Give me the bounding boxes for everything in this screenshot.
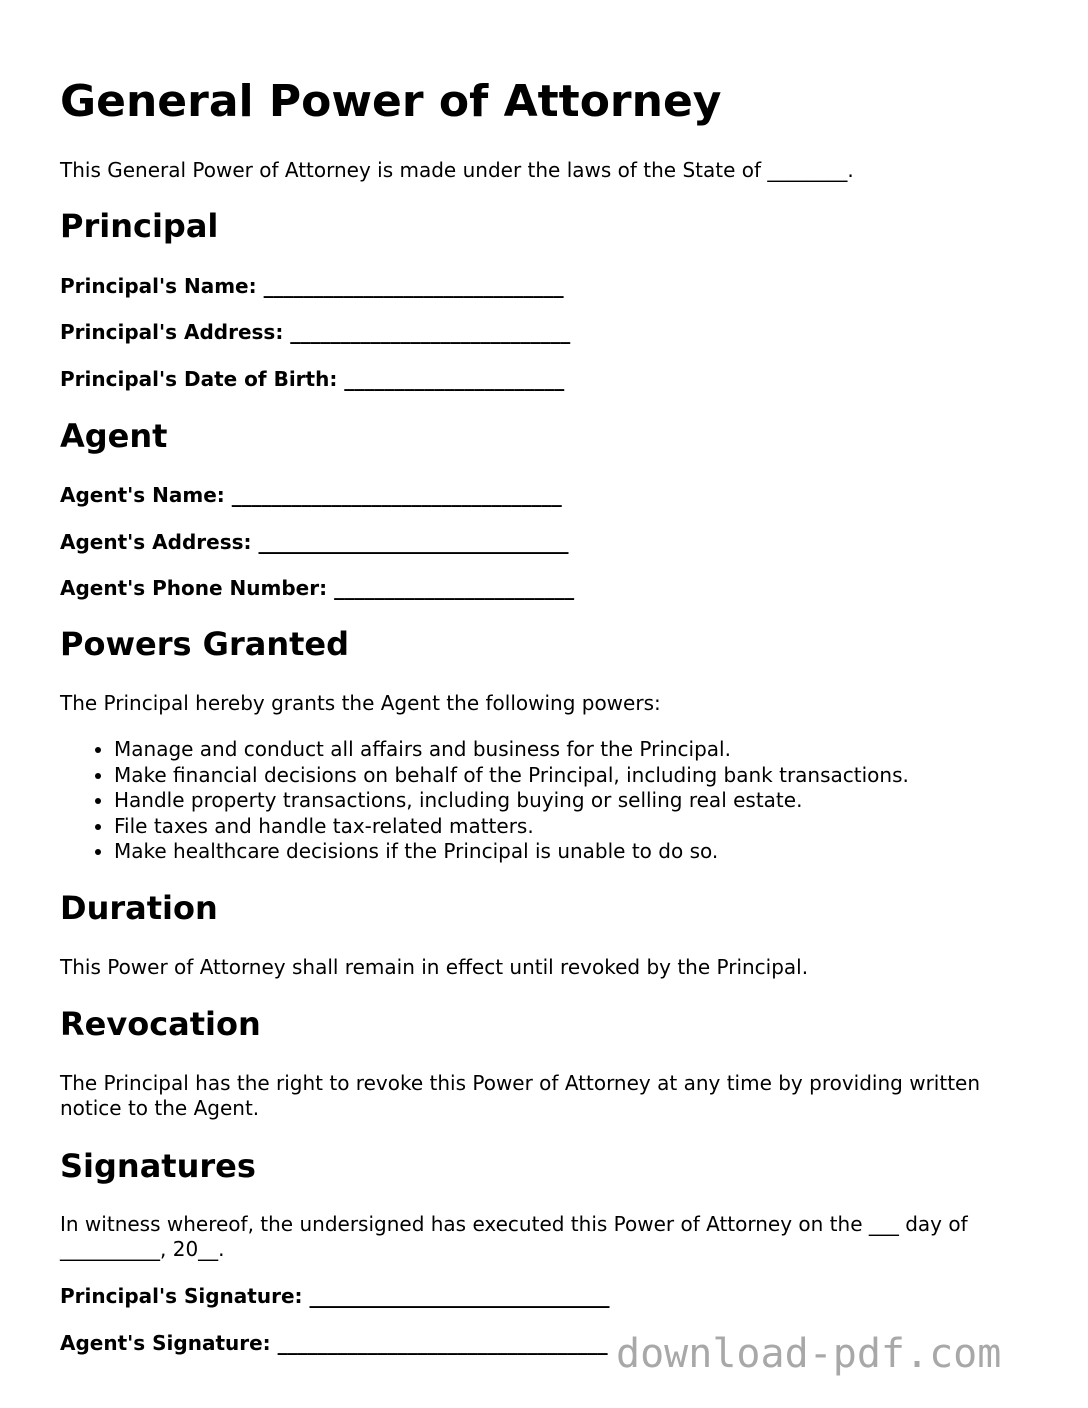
agent-heading: Agent: [60, 417, 168, 455]
duration-text: This Power of Attorney shall remain in effect until revoked by the Principal.: [60, 955, 809, 979]
signatures-heading: Signatures: [60, 1147, 256, 1185]
principal-dob-field: Principal's Date of Birth: ______________________: [60, 367, 565, 391]
agent-address-field: Agent's Address: _______________________________: [60, 530, 569, 554]
powers-list: [60, 737, 909, 865]
principal-name-field: Principal's Name: ______________________________: [60, 274, 564, 298]
signatures-text: In witness whereof, the undersigned has executed this Power of Attorney on the ___ day of __________, 20__.: [60, 1212, 968, 1261]
list-item: • Manage and conduct all affairs and business for the Principal.: [114, 737, 909, 763]
document-title: General Power of Attorney: [60, 76, 722, 127]
watermark: download-pdf.com: [616, 1331, 1002, 1377]
intro-text: This General Power of Attorney is made under the laws of the State of ________.: [60, 158, 854, 182]
duration-heading: Duration: [60, 889, 218, 927]
list-item: • Handle property transactions, including buying or selling real estate.: [114, 788, 909, 814]
principal-heading: Principal: [60, 207, 219, 245]
list-item: • Make healthcare decisions if the Principal is unable to do so.: [114, 839, 909, 865]
revocation-text: The Principal has the right to revoke this Power of Attorney at any time by providing written notice to the Agent.: [60, 1071, 981, 1120]
agent-name-field: Agent's Name: _________________________________: [60, 483, 562, 507]
powers-heading: Powers Granted: [60, 625, 349, 663]
list-item: • File taxes and handle tax-related matters.: [114, 814, 909, 840]
agent-phone-field: Agent's Phone Number: ________________________: [60, 576, 575, 600]
principal-signature-field: Principal's Signature: ______________________________: [60, 1284, 610, 1308]
principal-address-field: Principal's Address: ____________________________: [60, 320, 571, 344]
powers-intro: The Principal hereby grants the Agent the following powers:: [60, 691, 661, 715]
agent-signature-field: Agent's Signature: _________________________________: [60, 1331, 608, 1355]
revocation-heading: Revocation: [60, 1005, 261, 1043]
list-item: • Make financial decisions on behalf of the Principal, including bank transactions.: [114, 763, 909, 789]
